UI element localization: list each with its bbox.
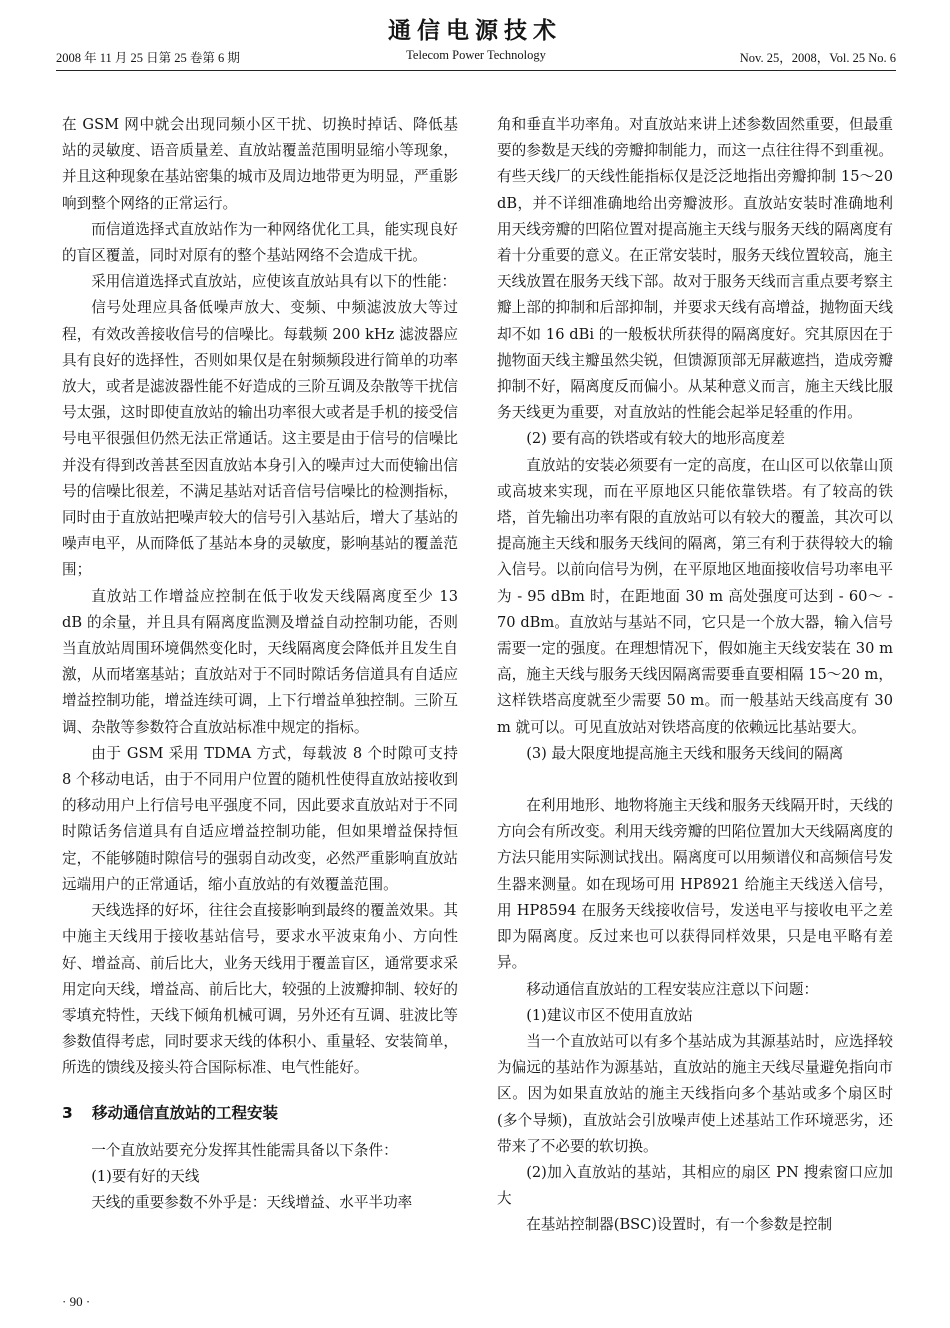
running-head: [56, 48, 896, 68]
section-heading: [62, 1100, 458, 1126]
journal-title-en: Telecom Power Technology: [406, 48, 546, 62]
paragraph: 信号处理应具备低噪声放大、变频、中频滤波放大等过程，有效改善接收信号的信噪比。每载频 200 kHz 滤波器应具有良好的选择性，否则如果仅是在射频频段进行简单的功率放大，或者是滤波器性能不好造成的三阶互调及杂散等干扰信号太强，这时即使直放站的输出功率很大或者是手机的接受信号电平很强但仍然无法正常通话。这主要是由于信号的信噪比并没有得到改善甚至因直放站本身引入的噪声过大而使输出信号的信噪比很差，不满足基站对话音信号信噪比的检测指标，同时由于直放站把噪声较大的信号引入基站后，增大了基站的噪声电平，从而降低了基站本身的灵敏度，影响基站的覆盖范围；: [62, 299, 458, 579]
paragraph: 一个直放站要充分发挥其性能需具备以下条件：: [91, 1141, 398, 1159]
left-after-paragraphs: [62, 1138, 458, 1217]
paragraph: 由于 GSM 采用 TDMA 方式，每载波 8 个时隙可支持 8 个移动电话，由于不同用户位置的随机性使得直放站接收到的移动用户上行信号电平强度不同，因此要求直放站对于不同时隙话务信道具有自适应增益控制功能，但如果增益保持恒定，不能够随时隙信号的强弱自动改变，必然严重影响直放站远端用户的正常通话，缩小直放站的有效覆盖范围。: [62, 744, 458, 893]
paragraph: 当一个直放站可以有多个基站成为其源基站时，应选择较为偏远的基站作为源基站，直放站的施主天线尽量避免指向市区。因为如果直放站的施主天线指向多个基站或多个扇区时(多个导频)，直放站会引放噪声使上述基站工作环境恶劣，还带来了不必要的软切换。: [497, 1032, 893, 1155]
header-rule: [56, 70, 896, 71]
section-title: 移动通信直放站的工程安装: [92, 1103, 279, 1122]
left-column: [62, 112, 458, 1216]
paragraph: 在 GSM 网中就会出现同频小区干扰、切换时掉话、降低基站的灵敏度、语音质量差、直放站覆盖范围明显缩小等现象，并且这种现象在基站密集的城市及周边地带更为明显，严重影响到整个网络的正常运行。: [62, 116, 458, 212]
left-paragraphs: [62, 112, 458, 1082]
paragraph: 天线的重要参数不外乎是：天线增益、水平半功率: [91, 1193, 413, 1211]
paragraph: (3) 最大限度地提高施主天线和服务天线间的隔离: [526, 744, 844, 762]
section-number: 3: [62, 1103, 73, 1122]
right-paragraphs: [497, 112, 893, 1239]
paragraph: (1)建议市区不使用直放站: [526, 1006, 693, 1024]
paragraph: 直放站的安装必须要有一定的高度，在山区可以依靠山顶或高坡来实现，而在平原地区只能依靠铁塔。有了较高的铁塔，首先输出功率有限的直放站可以有较大的覆盖，其次可以提高施主天线和服务天线间的隔离，第三有利于获得较大的输入信号。以前向信号为例，在平原地区地面接收信号功率电平为 - 95 dBm 时，在距地面 30 m 高处强度可达到 - 60～ - 70 dBm。直放站与基站不同，它只是一个放大器，输入信号需要一定的强度。在理想情况下，假如施主天线安装在 30 m高，施主天线与服务天线因隔离需要垂直要相隔 15～20 m，这样铁塔高度就至少需要 50 m。而一般基站天线高度有 30 m 就可以。可见直放站对铁塔高度的依赖远比基站要大。: [497, 456, 893, 736]
issue-cn: 2008 年 11 月 25 日第 25 卷第 6 期: [56, 51, 240, 65]
paragraph: (1)要有好的天线: [91, 1167, 200, 1185]
paragraph: 移动通信直放站的工程安装应注意以下问题：: [526, 980, 819, 998]
paragraph: 而信道选择式直放站作为一种网络优化工具，能实现良好的盲区覆盖，同时对原有的整个基站网络不会造成干扰。: [62, 220, 458, 265]
paragraph: 直放站工作增益应控制在低于收发天线隔离度至少 13 dB 的余量，并且具有隔离度监测及增益自动控制功能，否则当直放站周围环境偶然变化时，天线隔离度会降低并且发生自激，从而堵塞基站；直放站对于不同时隙话务信道具有自适应增益控制功能，增益连续可调，上下行增益单独控制。三阶互调、杂散等参数符合直放站标准中规定的指标。: [62, 587, 458, 736]
right-column: [497, 112, 893, 1239]
paragraph: 采用信道选择式直放站，应使该直放站具有以下的性能：: [91, 273, 457, 291]
page-number: · 90 ·: [62, 1294, 91, 1309]
paragraph: 角和垂直半功率角。对直放站来讲上述参数固然重要，但最重要的参数是天线的旁瓣抑制能力，而这一点往往得不到重视。有些天线厂的天线性能指标仅是泛泛地指出旁瓣抑制 15～20 dB，并不详细准确地给出旁瓣波形。直放站安装时准确地利用天线旁瓣的凹陷位置对提高施主天线与服务天线的隔离度有着十分重要的意义。在正常安装时，服务天线位置较高，施主天线放置在服务天线下部。故对于服务天线而言重点要考察主瓣上部的抑制和后部抑制，并要求天线有高增益，抛物面天线却不如 16 dBi 的一般板状所获得的隔离度好。究其原因在于抛物面天线主瓣虽然尖锐，但馈源顶部无屏蔽遮挡，造成旁瓣抑制不好，隔离度反而偏小。从某种意义而言，施主天线比服务天线更为重要，对直放站的性能会起举足轻重的作用。: [497, 116, 893, 422]
paragraph: (2)加入直放站的基站，其相应的扇区 PN 搜索窗口应加大: [497, 1163, 893, 1208]
journal-masthead: 通信电源技术: [388, 17, 562, 44]
issue-en: Nov. 25，2008，Vol. 25 No. 6: [739, 51, 896, 65]
paragraph: 在利用地形、地物将施主天线和服务天线隔开时，天线的方向会有所改变。利用天线旁瓣的凹陷位置加大天线隔离度的方法只能用实际测试找出。隔离度可以用频谱仪和高频信号发生器来测量。如在现场可用 HP8921 给施主天线送入信号，用 HP8594 在服务天线接收信号，发送电平与接收电平之差即为隔离度。反过来也可以获得同样效果，只是电平略有差异。: [497, 797, 893, 972]
paragraph: 天线选择的好坏，往往会直接影响到最终的覆盖效果。其中施主天线用于接收基站信号，要求水平波束角小、方向性好、增益高、前后比大，业务天线用于覆盖盲区，通常要求采用定向天线，增益高、前后比大，较强的上波瓣抑制、较好的零填充特性，天线下倾角机械可调，另外还有互调、驻波比等参数值得考虑，同时要求天线的体积小、重量轻、安装简单，所选的馈线及接头符合国际标准、电气性能好。: [62, 902, 458, 1077]
paragraph: 在基站控制器(BSC)设置时，有一个参数是控制: [526, 1216, 833, 1234]
paragraph: (2) 要有高的铁塔或有较大的地形高度差: [526, 430, 785, 448]
